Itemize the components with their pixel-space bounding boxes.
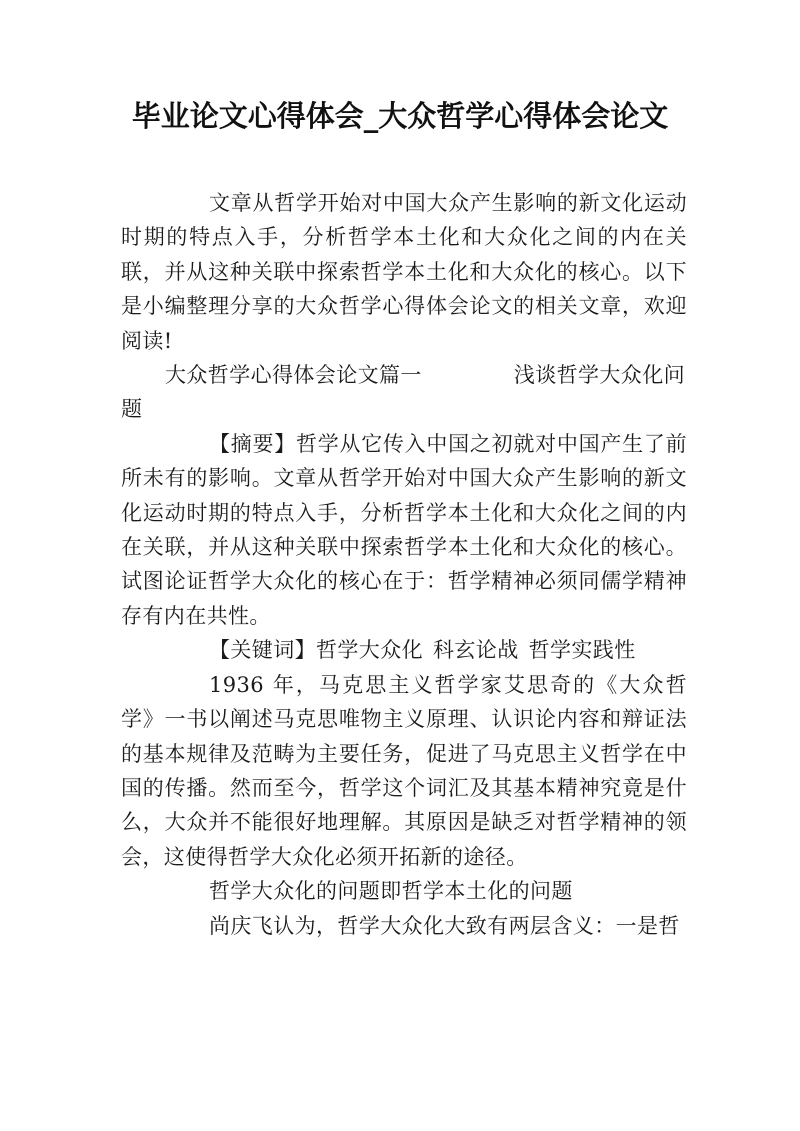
keyword-item: 哲学大众化 (316, 638, 423, 663)
article-heading-left: 大众哲学心得体会论文篇一 (165, 363, 422, 388)
keyword-item: 哲学实践性 (528, 638, 636, 663)
abstract-paragraph: 【摘要】哲学从它传入中国之初就对中国产生了前所未有的影响。文章从哲学开始对中国大众产生影响的新文化运动时期的特点入手，分析哲学本土化和大众化之间的内在关联，并从这种关联中探索哲学本土化和大众化的核心。试图论证哲学大众化的核心在于：哲学精神必须同儒学精神存有内在共性。 (121, 431, 687, 628)
intro-paragraph: 文章从哲学开始对中国大众产生影响的新文化运动时期的特点入手，分析哲学本土化和大众化之间的内在关联，并从这种关联中探索哲学本土化和大众化的核心。以下是小编整理分享的大众哲学心得体会论文的相关文章，欢迎阅读! (121, 191, 687, 353)
article-heading-right: 浅谈哲学大众化问题 (121, 363, 686, 422)
body-paragraph-1936: 1936 年，马克思主义哲学家艾思奇的《大众哲学》一书以阐述马克思唯物主义原理、认识论内容和辩证法的基本规律及范畴为主要任务，促进了马克思主义哲学在中国的传播。然而至今，哲学这个词汇及其基本精神究竟是什么，大众并不能很好地理解。其原因是缺乏对哲学精神的领会，这使得哲学大众化必须开拓新的途径。 (121, 672, 687, 869)
keywords-label: 【关键词】 (209, 638, 316, 663)
document-body (121, 186, 687, 943)
document-title: 毕业论文心得体会_大众哲学心得体会论文 (131, 99, 669, 133)
section-heading: 哲学大众化的问题即哲学本土化的问题 (209, 879, 573, 904)
article-heading (121, 358, 687, 427)
keyword-item: 科玄论战 (433, 638, 519, 663)
keywords-line (121, 633, 687, 667)
body-paragraph-last: 尚庆飞认为，哲学大众化大致有两层含义：一是哲 (209, 913, 680, 938)
